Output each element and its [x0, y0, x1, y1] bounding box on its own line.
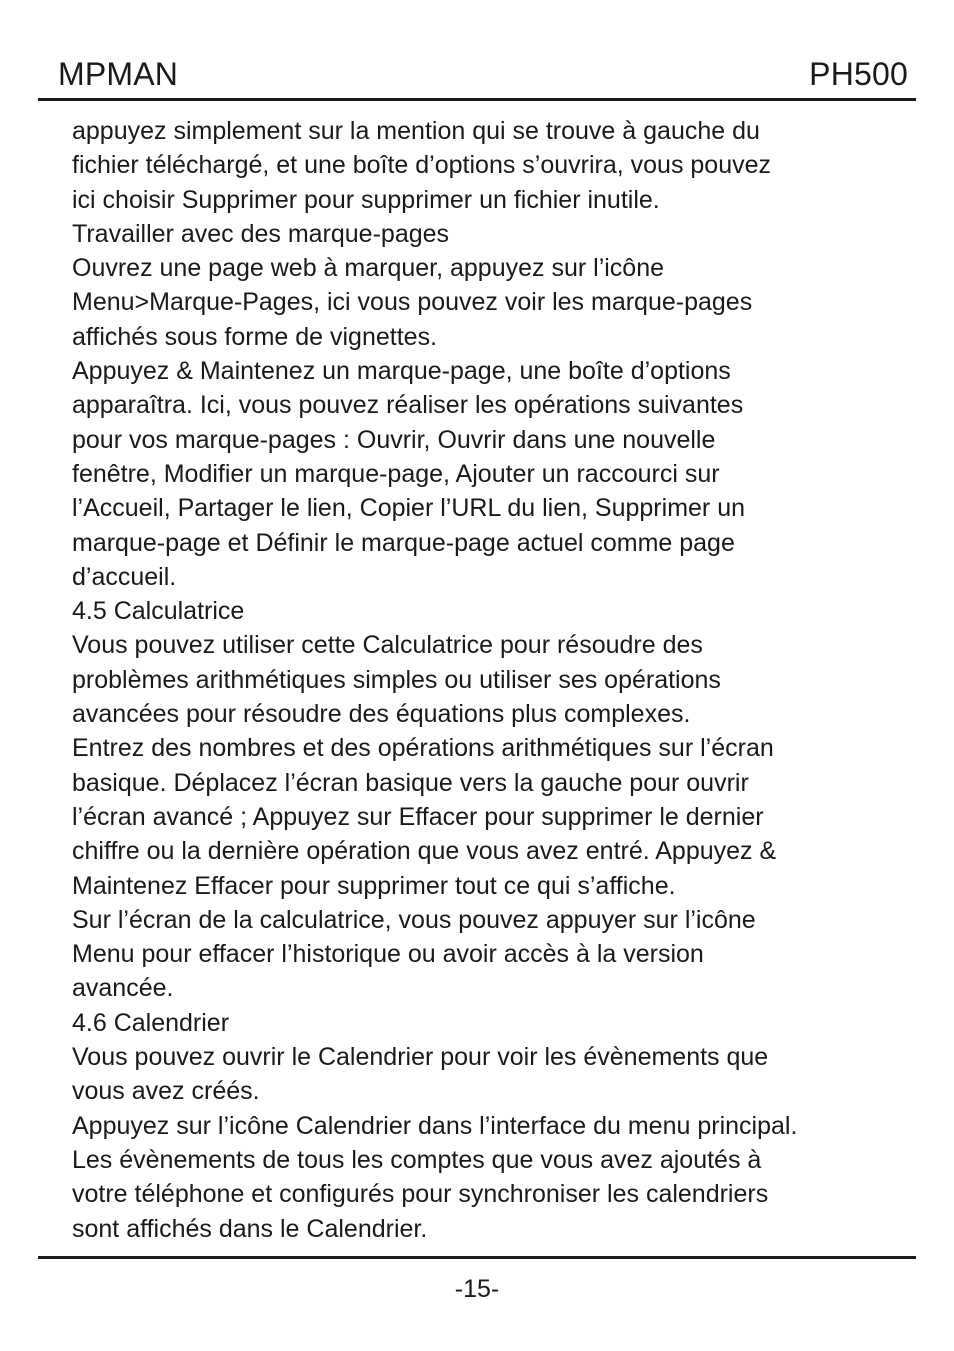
- text-line: fichier téléchargé, et une boîte d’options s’ouvrira, vous pouvez: [72, 151, 772, 180]
- text-line: pour vos marque-pages : Ouvrir, Ouvrir dans une nouvelle: [72, 425, 716, 454]
- text-line: Maintenez Effacer pour supprimer tout ce qui s’affiche.: [72, 871, 676, 900]
- text-line: fenêtre, Modifier un marque-page, Ajouter un raccourci sur: [72, 459, 720, 488]
- section-heading-calendar: 4.6 Calendrier: [72, 1008, 230, 1037]
- text-line: ici choisir Supprimer pour supprimer un fichier inutile.: [72, 185, 660, 214]
- text-line: marque-page et Définir le marque-page actuel comme page: [72, 528, 735, 557]
- text-line: Entrez des nombres et des opérations arithmétiques sur l’écran: [72, 734, 774, 763]
- model-name: PH500: [809, 56, 908, 92]
- text-line: Menu>Marque-Pages, ici vous pouvez voir les marque-pages: [72, 288, 753, 317]
- text-line: Les évènements de tous les comptes que vous avez ajoutés à: [72, 1145, 762, 1174]
- section-heading-calculator: 4.5 Calculatrice: [72, 597, 245, 626]
- text-line: basique. Déplacez l’écran basique vers la gauche pour ouvrir: [72, 768, 749, 797]
- text-line: avancée.: [72, 974, 174, 1003]
- page-header: [38, 52, 916, 101]
- text-line: Ouvrez une page web à marquer, appuyez sur l’icône: [72, 254, 665, 283]
- text-line: votre téléphone et configurés pour synchroniser les calendriers: [72, 1180, 769, 1209]
- text-line: appuyez simplement sur la mention qui se trouve à gauche du: [72, 117, 760, 145]
- text-line: affichés sous forme de vignettes.: [72, 322, 438, 351]
- page-number: -15-: [454, 1275, 500, 1303]
- text-line: d’accueil.: [72, 562, 177, 591]
- brand-name: MPMAN: [58, 56, 179, 92]
- text-line: sont affichés dans le Calendrier.: [72, 1214, 428, 1243]
- text-line: Appuyez sur l’icône Calendrier dans l’interface du menu principal.: [72, 1111, 798, 1140]
- text-line: Sur l’écran de la calculatrice, vous pouvez appuyer sur l’icône: [72, 905, 756, 934]
- body-text: [72, 114, 902, 1246]
- text-line: l’écran avancé ; Appuyez sur Effacer pour supprimer le dernier: [72, 802, 764, 831]
- section-heading-bookmarks: Travailler avec des marque-pages: [72, 219, 450, 248]
- text-line: avancées pour résoudre des équations plus complexes.: [72, 700, 691, 729]
- footer-divider: [38, 1256, 916, 1259]
- text-line: Vous pouvez ouvrir le Calendrier pour voir les évènements que: [72, 1043, 769, 1072]
- text-line: Vous pouvez utiliser cette Calculatrice pour résoudre des: [72, 631, 703, 660]
- text-line: Menu pour effacer l’historique ou avoir accès à la version: [72, 940, 704, 969]
- text-line: chiffre ou la dernière opération que vous avez entré. Appuyez &: [72, 837, 777, 866]
- text-line: Appuyez & Maintenez un marque-page, une boîte d’options: [72, 357, 731, 386]
- text-line: vous avez créés.: [72, 1077, 260, 1106]
- text-line: l’Accueil, Partager le lien, Copier l’URL du lien, Supprimer un: [72, 494, 745, 523]
- text-line: problèmes arithmétiques simples ou utiliser ses opérations: [72, 665, 721, 694]
- text-line: apparaîtra. Ici, vous pouvez réaliser les opérations suivantes: [72, 391, 744, 420]
